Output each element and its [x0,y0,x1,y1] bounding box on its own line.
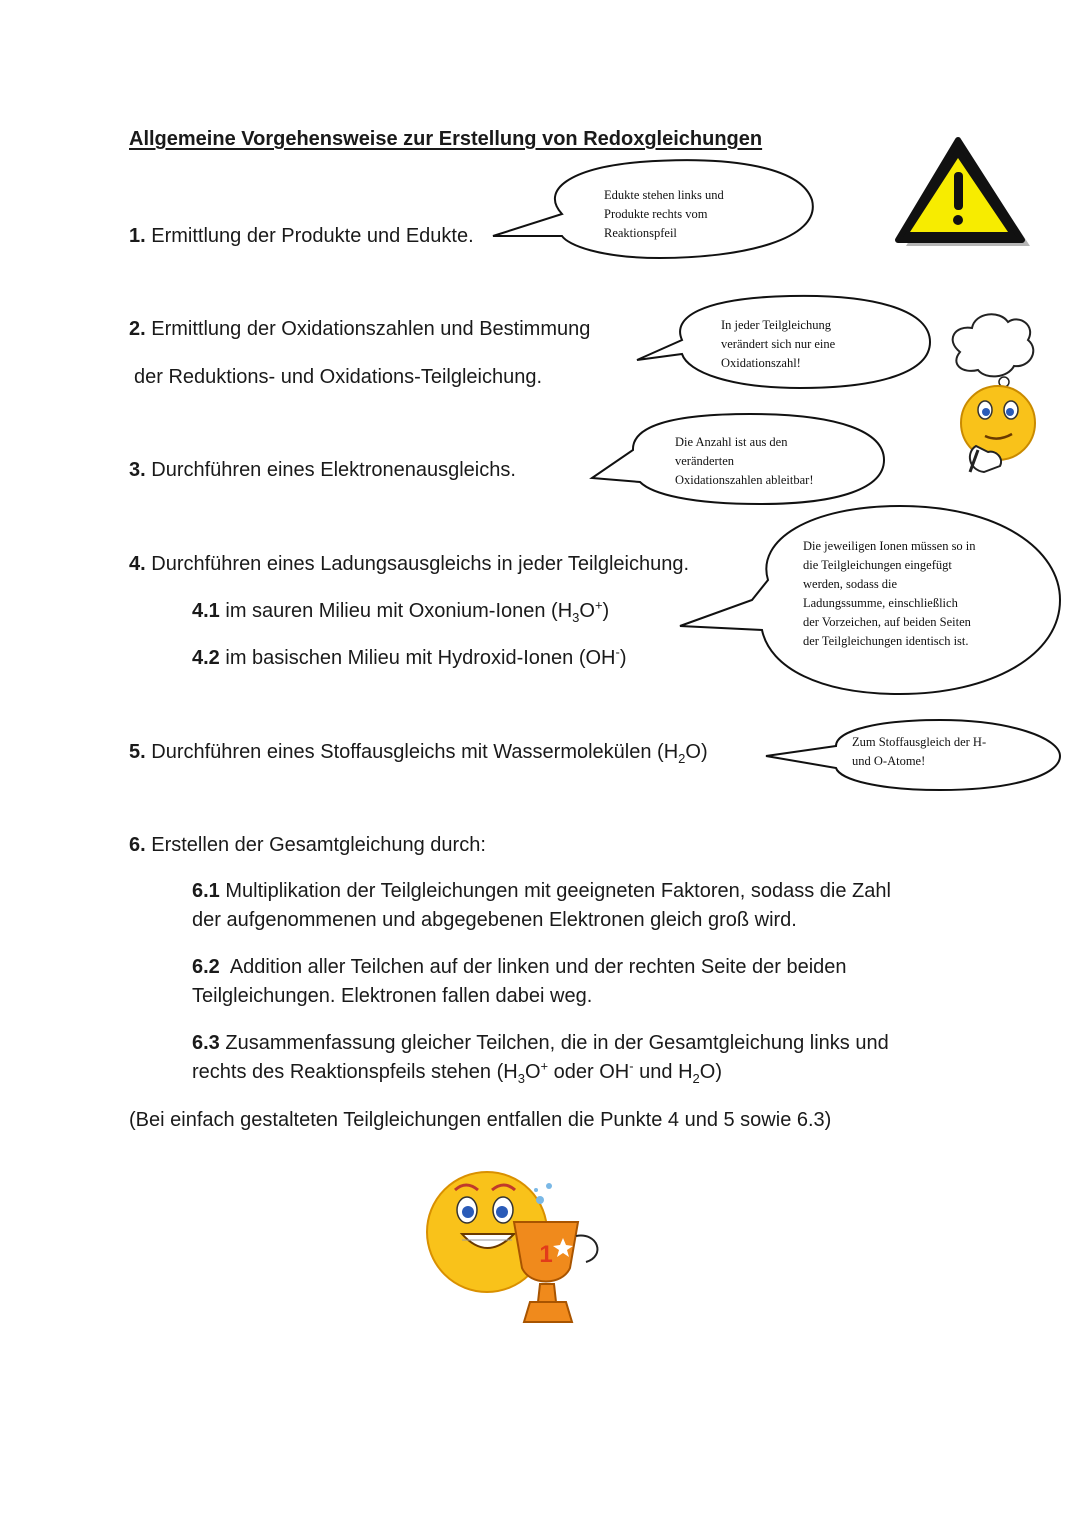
bubble-3-text: Die Anzahl ist aus den veränderten Oxidationszahlen ableitbar! [675,435,814,487]
step-3: 3. Durchführen eines Elektronenausgleichs. [129,459,516,481]
warning-icon [898,140,1030,246]
bubble-5-text: Zum Stoffausgleich der H- und O-Atome! [852,735,987,768]
step-2-line-2: der Reduktions- und Oxidations-Teilgleichung. [134,366,543,388]
step-6-1: 6.1 Multiplikation der Teilgleichungen mit geeigneten Faktoren, sodass die Zahl der aufgenommenen und abgegebenen Elektronen gleich groß wird. [192,880,891,931]
step-4: 4. Durchführen eines Ladungsausgleichs in jeder Teilgleichung. [129,553,690,575]
thinking-smiley-icon [953,314,1035,472]
page-title: Allgemeine Vorgehensweise zur Erstellung von Redoxgleichungen [129,128,763,150]
trophy-smiley-icon [427,1172,597,1322]
step-4-2: 4.2 im basischen Milieu mit Hydroxid-Ionen (OH-) [192,644,627,669]
step-2: 2. Ermittlung der Oxidationszahlen und Bestimmung [129,318,591,340]
step-4-1: 4.1 im sauren Milieu mit Oxonium-Ionen $(H_3O^+)$ [192,597,610,625]
step-5: 5. Durchführen eines Stoffausgleichs mit Wassermolekülen $(H_2O)$ [129,741,708,766]
bubble-4-text: Die jeweiligen Ionen müssen so in die Teilgleichungen eingefügt werden, sodass die Ladungssumme, einschließlich der Vorzeichen, auf beiden Seiten der Teilgleichungen identisch ist. [803,539,976,648]
step-1: 1. Ermittlung der Produkte und Edukte. [129,225,474,247]
trophy-digit: 1 [539,1241,553,1268]
step-6-2: 6.2 Addition aller Teilchen auf der linken und der rechten Seite der beiden Teilgleichungen. Elektronen fallen dabei weg. [192,956,847,1007]
step-6: 6. Erstellen der Gesamtgleichung durch: [129,834,486,856]
bubble-1-text: Edukte stehen links und Produkte rechts vom Reaktionspfeil [604,188,724,240]
footnote: (Bei einfach gestalteten Teilgleichungen entfallen die Punkte 4 und 5 sowie 6.3) [129,1109,832,1131]
bubble-2-text: In jeder Teilgleichung verändert sich nur eine Oxidationszahl! [721,318,836,370]
step-6-3: 6.3 Zusammenfassung gleicher Teilchen, die in der Gesamtgleichung links und rechts des Reaktionspfeils stehen ($H_3O^+$ oder OH- und $H_2O$) [192,1032,889,1086]
